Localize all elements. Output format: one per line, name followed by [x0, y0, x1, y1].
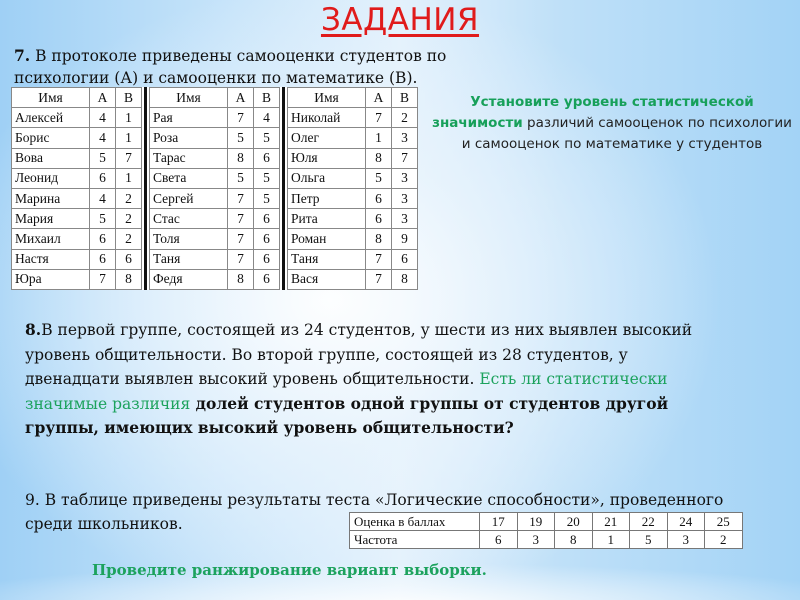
table-row: Петр 6 3 — [288, 188, 418, 208]
table-row: Марина 4 2 — [12, 188, 142, 208]
task9-instruction: Проведите ранжирование вариант выборки. — [92, 561, 487, 579]
task8-text: В первой группе, состоящей из 24 студентов, у шести из них выявлен высокий уровень общительности. Во второй группе, состоящей из 28 студентов, у двенадцати выявлен высокий уровень общительности. — [25, 321, 693, 388]
table-row-scores: Оценка в баллах 17 19 20 21 22 24 25 — [350, 513, 743, 531]
table-row: Олег 1 3 — [288, 128, 418, 148]
col-header-name: Имя — [288, 88, 366, 108]
table-row: Таня 7 6 — [150, 249, 280, 269]
table-row: Николай 7 2 — [288, 108, 418, 128]
page-title: ЗАДАНИЯ — [320, 2, 480, 38]
col-header-b: В — [254, 88, 280, 108]
task7-number: 7. — [14, 46, 31, 65]
task8-number: 8. — [25, 320, 42, 339]
task7-instruction-rest: различий самооценок по психологии и самооценок по математике у студентов — [461, 115, 792, 152]
task8-statement — [25, 318, 705, 441]
students-table-2 — [149, 87, 280, 290]
task8-question-rest: долей студентов одной группы от студентов другой группы, имеющих высокий уровень общительности? — [25, 393, 669, 437]
table-row: Юра 7 8 — [12, 269, 142, 289]
task7-text: В протоколе приведены самооценки студентов по психологии (А) и самооценки по математике (В). — [14, 47, 447, 87]
table-divider — [282, 87, 285, 290]
table-row: Леонид 6 1 — [12, 168, 142, 188]
table-row: Сергей 7 5 — [150, 188, 280, 208]
table-row: Федя 8 6 — [150, 269, 280, 289]
table-row: Вася 7 8 — [288, 269, 418, 289]
col-header-a: А — [228, 88, 254, 108]
task9-text: В таблице приведены результаты теста «Логические способности», проведенного среди школьников. — [25, 491, 724, 533]
table-row: Настя 6 6 — [12, 249, 142, 269]
table-row: Роза 5 5 — [150, 128, 280, 148]
table-row: Юля 8 7 — [288, 148, 418, 168]
table-row: Рая 7 4 — [150, 108, 280, 128]
table-row: Ольга 5 3 — [288, 168, 418, 188]
table-row: Мария 5 2 — [12, 209, 142, 229]
col-header-b: В — [392, 88, 418, 108]
table-row: Таня 7 6 — [288, 249, 418, 269]
col-header-a: А — [90, 88, 116, 108]
table-row: Борис 4 1 — [12, 128, 142, 148]
task9-number: 9. — [25, 491, 40, 509]
task7-instruction — [428, 92, 796, 155]
col-header-b: В — [116, 88, 142, 108]
table-row: Алексей 4 1 — [12, 108, 142, 128]
table-row: Света 5 5 — [150, 168, 280, 188]
students-table-3 — [287, 87, 418, 290]
table-row: Вова 5 7 — [12, 148, 142, 168]
col-header-name: Имя — [150, 88, 228, 108]
table-row-frequencies: Частота 6 3 8 1 5 3 2 — [350, 531, 743, 549]
table-row: Толя 7 6 — [150, 229, 280, 249]
students-table-1 — [11, 87, 142, 290]
col-header-a: А — [366, 88, 392, 108]
table-row: Рита 6 3 — [288, 209, 418, 229]
self-assessment-tables — [11, 87, 418, 290]
frequency-table — [349, 512, 743, 549]
table-divider — [144, 87, 147, 290]
task7-instruction-highlight: Установите уровень статистической значимости — [432, 94, 754, 131]
task8-question-highlight: Есть ли статистически значимые различия — [25, 370, 668, 413]
table-row: Михаил 6 2 — [12, 229, 142, 249]
table-row: Стас 7 6 — [150, 209, 280, 229]
task7-statement — [14, 45, 534, 89]
table-row: Роман 8 9 — [288, 229, 418, 249]
table-row: Тарас 8 6 — [150, 148, 280, 168]
col-header-name: Имя — [12, 88, 90, 108]
